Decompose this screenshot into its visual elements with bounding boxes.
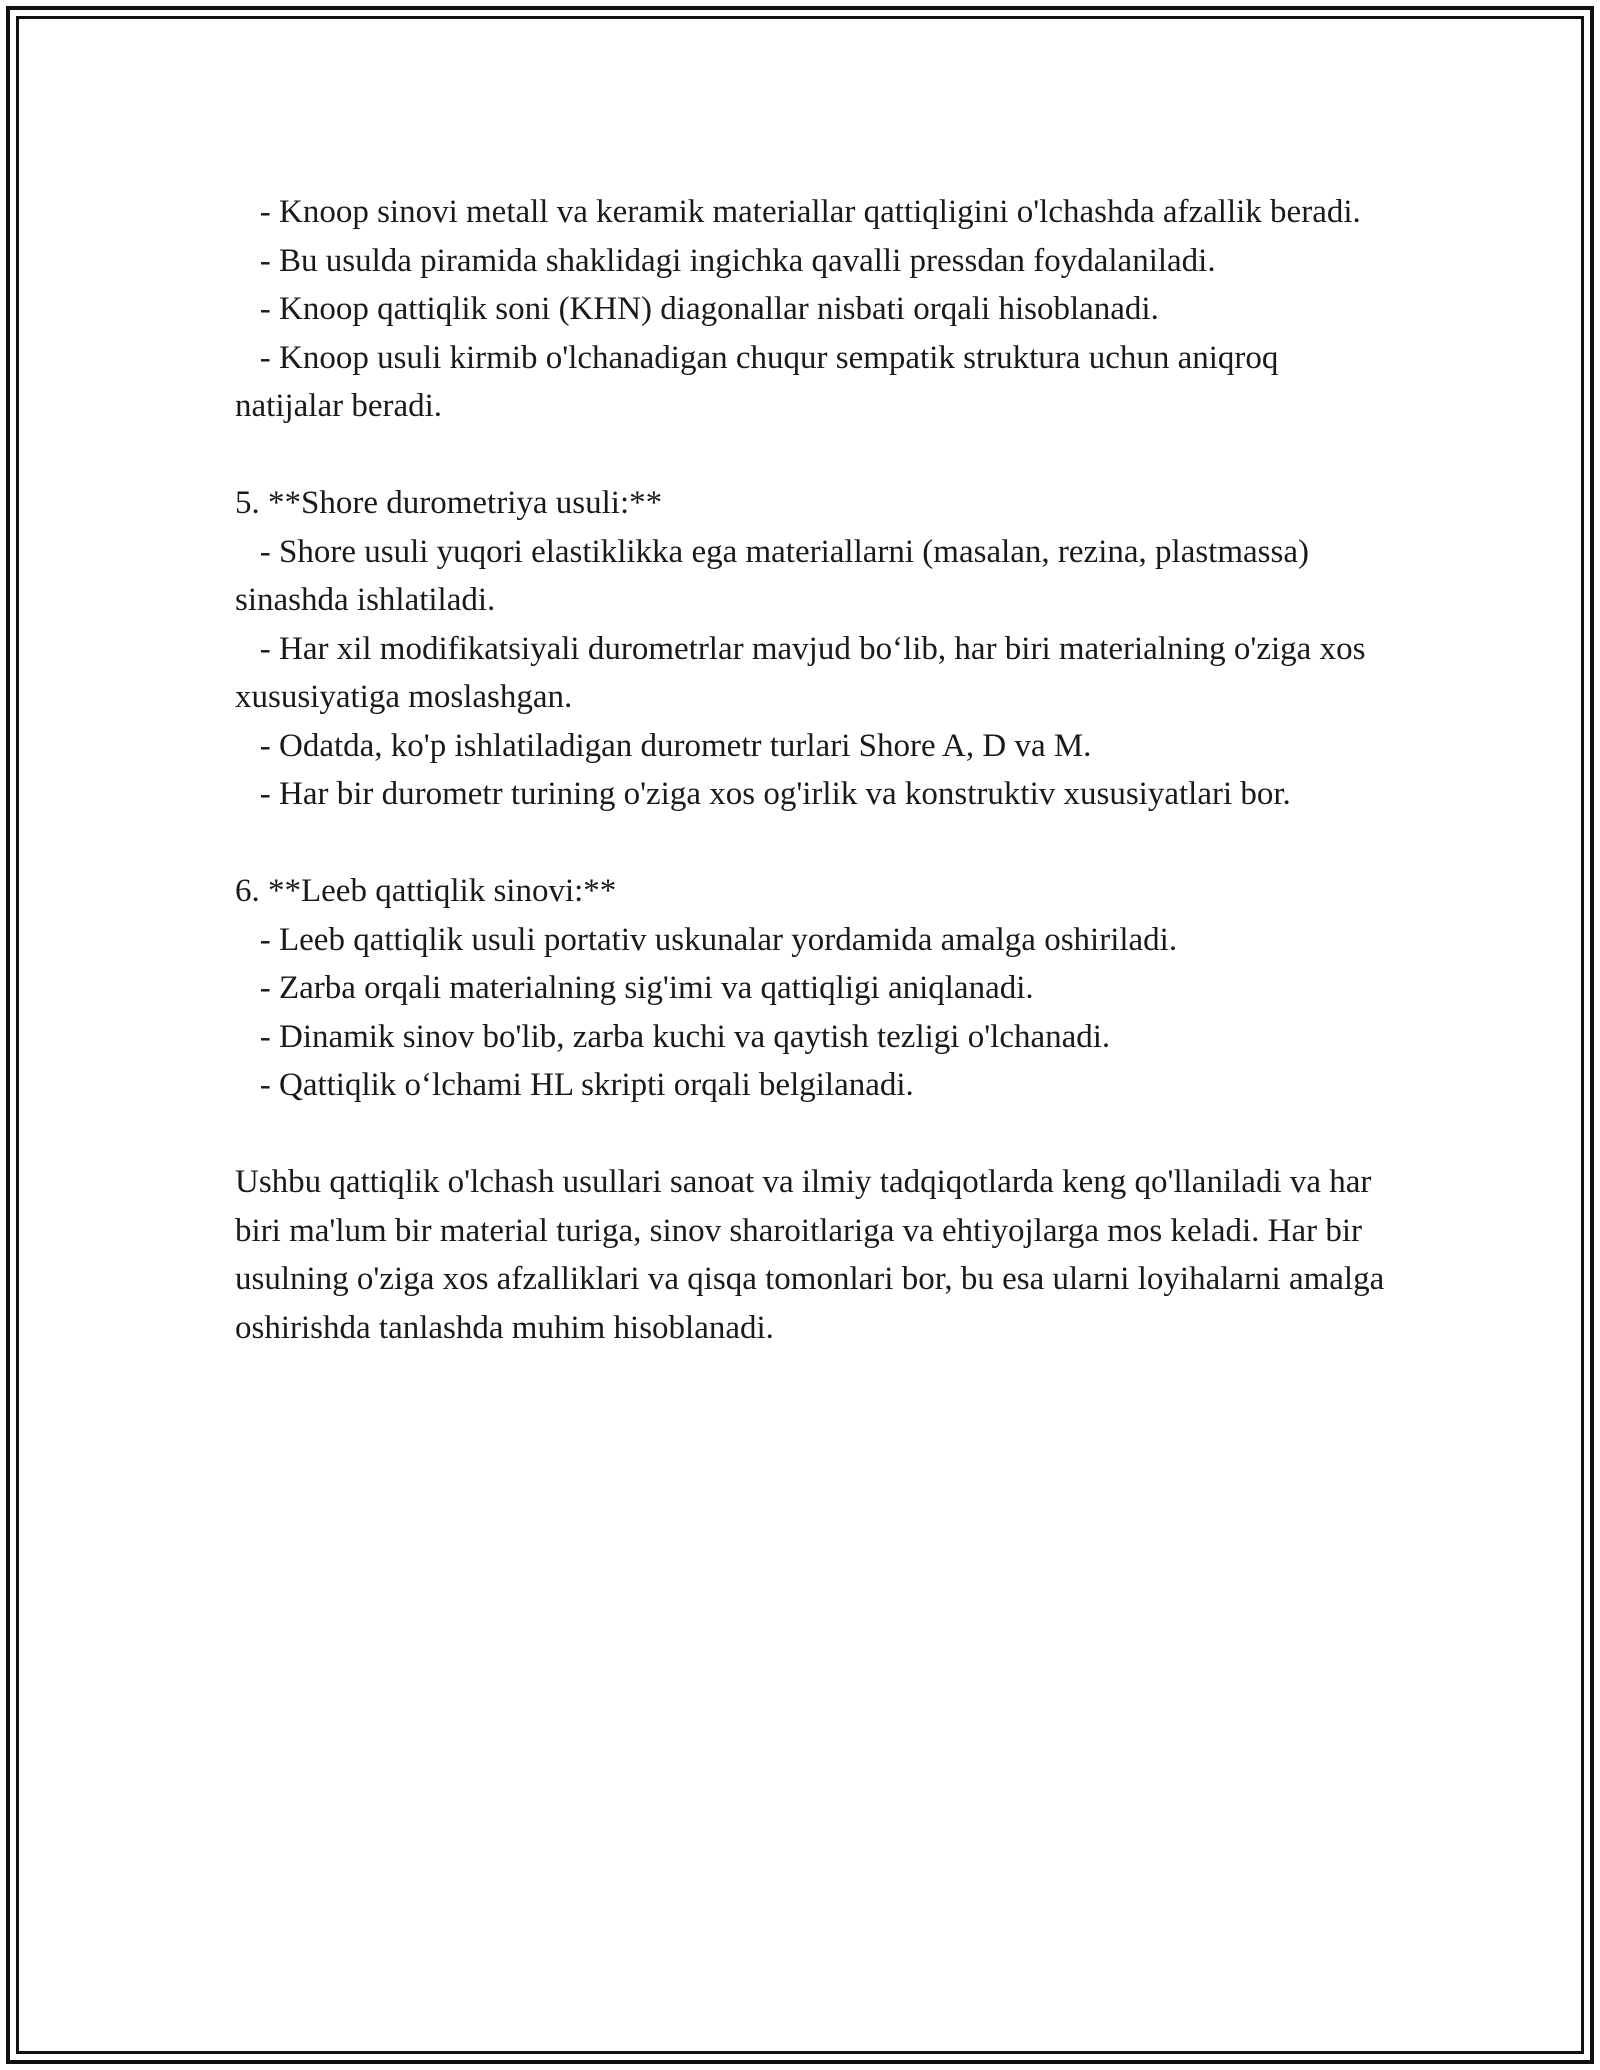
- leeb-item: - Leeb qattiqlik usuli portativ uskunalar yordamida amalga oshiriladi.: [235, 921, 1178, 958]
- paragraph-gap: [235, 819, 1385, 868]
- shore-item: - Odatda, ko'p ishlatiladigan durometr turlari Shore A, D va M.: [235, 727, 1092, 764]
- knoop-item: - Bu usulda piramida shaklidagi ingichka qavalli pressdan foydalaniladi.: [235, 242, 1216, 279]
- shore-item: - Har xil modifikatsiyali durometrlar mavjud bo‘lib, har biri materialning o'ziga xos xususiyatiga moslashgan.: [235, 630, 1374, 715]
- shore-item: - Har bir durometr turining o'ziga xos og'irlik va konstruktiv xususiyatlari bor.: [235, 776, 1291, 812]
- paragraph-gap: [235, 431, 1385, 480]
- paragraph-gap: [235, 1110, 1385, 1159]
- leeb-item: - Dinamik sinov bo'lib, zarba kuchi va qaytish tezligi o'lchanadi.: [235, 1018, 1111, 1055]
- document-body: [235, 188, 1393, 1352]
- knoop-section: [235, 188, 1385, 431]
- shore-section: [235, 479, 1385, 819]
- shore-heading: 5. **Shore durometriya usuli:**: [235, 485, 663, 521]
- leeb-heading: 6. **Leeb qattiqlik sinovi:**: [235, 873, 617, 909]
- leeb-item: - Qattiqlik o‘lchami HL skripti orqali belgilanadi.: [235, 1067, 914, 1103]
- shore-item: - Shore usuli yuqori elastiklikka ega materiallarni (masalan, rezina, plastmassa) sinashda ishlatiladi.: [235, 533, 1318, 618]
- knoop-item: - Knoop usuli kirmib o'lchanadigan chuqur sempatik struktura uchun aniqroq natijalar beradi.: [235, 339, 1287, 424]
- knoop-item: - Knoop qattiqlik soni (KHN) diagonallar nisbati orqali hisoblanadi.: [235, 291, 1159, 327]
- knoop-item: - Knoop sinovi metall va keramik materiallar qattiqligini o'lchashda afzallik beradi.: [235, 194, 1361, 230]
- conclusion-paragraph: Ushbu qattiqlik o'lchash usullari sanoat va ilmiy tadqiqotlarda keng qo'llaniladi va har biri ma'lum bir material turiga, sinov sharoitlariga va ehtiyojlarga mos keladi. Har bir usulning o'ziga xos afzalliklari va qisqa tomonlari bor, bu esa ularni loyihalarni amalga oshirishda tanlashda muhim hisoblanadi.: [235, 1164, 1393, 1346]
- leeb-item: - Zarba orqali materialning sig'imi va qattiqligi aniqlanadi.: [235, 970, 1034, 1006]
- leeb-section: [235, 867, 1385, 1110]
